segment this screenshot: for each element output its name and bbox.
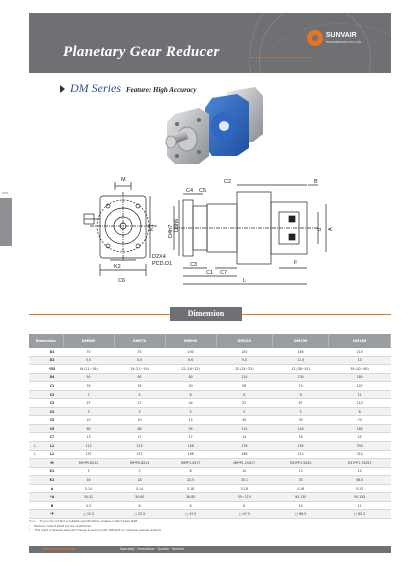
table-cell: 137 bbox=[114, 450, 165, 459]
table-cell: 35 bbox=[114, 382, 165, 391]
dimension-table bbox=[29, 334, 391, 519]
column-header: DM120 bbox=[216, 334, 272, 348]
triangle-bullet-icon bbox=[60, 85, 65, 93]
table-cell: 3 bbox=[114, 467, 165, 476]
table-cell: 50 bbox=[165, 382, 216, 391]
footer-band bbox=[29, 546, 391, 553]
brand-logo bbox=[307, 30, 361, 46]
table-cell: 3 bbox=[114, 407, 165, 416]
note-line bbox=[29, 528, 161, 533]
table-cell: 6 bbox=[329, 407, 391, 416]
logo-subtitle: TRANSMISSION CO.,LTD bbox=[325, 40, 361, 44]
table-cell: 330 bbox=[329, 442, 391, 451]
table-cell: 36-80 bbox=[165, 493, 216, 502]
table-cell-group bbox=[29, 459, 41, 468]
column-header: DM060 bbox=[63, 334, 114, 348]
table-cell: 70 bbox=[329, 416, 391, 425]
table-cell: 27 bbox=[63, 399, 114, 408]
note-mark: Note bbox=[29, 519, 36, 523]
table-cell: 13 bbox=[63, 433, 114, 442]
table-cell-symbol: M bbox=[41, 459, 63, 468]
table-cell: 180 bbox=[329, 373, 391, 382]
table-cell: 17 bbox=[165, 433, 216, 442]
table-cell: 137 bbox=[63, 450, 114, 459]
table-cell: 4.5 bbox=[63, 501, 114, 510]
table-cell: 5.14 bbox=[63, 484, 114, 493]
table-cell-symbol: C6 bbox=[41, 424, 63, 433]
table-cell-symbol: K1 bbox=[41, 467, 63, 476]
table-cell: 110 bbox=[216, 373, 272, 382]
table-cell: 55 (42~60) bbox=[329, 365, 391, 374]
table-cell: 114 bbox=[216, 424, 272, 433]
label-c5: C5 bbox=[199, 188, 207, 194]
table-body bbox=[29, 348, 391, 518]
label-c7: C7 bbox=[220, 270, 228, 276]
table-cell: 5 bbox=[272, 407, 328, 416]
table-cell-group bbox=[29, 356, 41, 365]
table-cell: M10*P1.5X20 bbox=[272, 459, 328, 468]
page-title: Planetary Gear Reducer bbox=[63, 44, 220, 60]
label-a: A bbox=[328, 227, 334, 231]
table-cell: M8*P1.25X17 bbox=[216, 459, 272, 468]
table-cell: 14 bbox=[329, 467, 391, 476]
title-dotted-rule bbox=[251, 57, 311, 58]
table-row bbox=[29, 484, 391, 493]
table-cell: 5.26 bbox=[272, 484, 328, 493]
table-cell-group bbox=[29, 407, 41, 416]
table-cell: 60 bbox=[63, 424, 114, 433]
table-cell: 35 bbox=[272, 416, 328, 425]
table-row bbox=[29, 382, 391, 391]
table-cell: 22.5 bbox=[165, 476, 216, 485]
table-cell: 5.5 bbox=[114, 356, 165, 365]
table-row bbox=[29, 459, 391, 468]
table-cell: 100 bbox=[165, 348, 216, 356]
table-cell: 70 bbox=[63, 348, 114, 356]
table-cell: 3 bbox=[63, 467, 114, 476]
table-cell: 165 bbox=[272, 348, 328, 356]
column-header: DM090 bbox=[165, 334, 216, 348]
table-cell: □ 47.5 bbox=[216, 510, 272, 519]
table-cell: 9 bbox=[216, 390, 272, 399]
footer-slogan: Specialty · Innovation · Quality · Service bbox=[120, 547, 184, 551]
label-c3: C3 bbox=[190, 262, 198, 268]
table-row bbox=[29, 365, 391, 374]
note-mark: * bbox=[29, 528, 31, 532]
table-cell-group bbox=[29, 373, 41, 382]
table-cell: 17 bbox=[114, 433, 165, 442]
table-row bbox=[29, 407, 391, 416]
table-cell: 95-130 bbox=[272, 493, 328, 502]
table-cell: 6 bbox=[165, 390, 216, 399]
table-row bbox=[29, 373, 391, 382]
label-k1: K1 bbox=[149, 224, 155, 231]
label-l: L bbox=[243, 278, 247, 284]
table-cell-group: L bbox=[29, 450, 41, 459]
table-cell: 42 (38~42) bbox=[272, 365, 328, 374]
table-cell: 67 bbox=[272, 399, 328, 408]
logo-name: SUNVAIR bbox=[325, 32, 357, 39]
table-cell-symbol: *D3 bbox=[41, 365, 63, 374]
table-cell-group bbox=[29, 476, 41, 485]
table-cell: 5 bbox=[114, 390, 165, 399]
table-cell-group bbox=[29, 348, 41, 356]
column-header: Dimension bbox=[29, 334, 63, 348]
table-cell: 35 bbox=[63, 382, 114, 391]
table-cell: 52 bbox=[216, 399, 272, 408]
table-cell: M5*P0.8X12 bbox=[114, 459, 165, 468]
table-cell: 158 bbox=[165, 442, 216, 451]
table-cell: 58.5 bbox=[329, 476, 391, 485]
table-row bbox=[29, 467, 391, 476]
dimension-drawing bbox=[78, 176, 343, 288]
table-cell: 74 bbox=[272, 382, 328, 391]
table-cell: 25 bbox=[329, 433, 391, 442]
table-cell-group bbox=[29, 484, 41, 493]
table-cell-group bbox=[29, 467, 41, 476]
table-cell: 10 bbox=[63, 416, 114, 425]
table-cell-group bbox=[29, 433, 41, 442]
label-f: F bbox=[294, 260, 298, 266]
table-cell: M5*P0.8X12 bbox=[63, 459, 114, 468]
table-cell: 80 bbox=[165, 373, 216, 382]
note-text: Reducer output shaft can be customized bbox=[34, 523, 92, 528]
note-mark: * bbox=[29, 523, 31, 528]
side-tab bbox=[0, 198, 12, 246]
table-row bbox=[29, 399, 391, 408]
table-cell: 6 bbox=[165, 501, 216, 510]
table-cell: 95 bbox=[165, 424, 216, 433]
table-cell-symbol: C7 bbox=[41, 433, 63, 442]
table-cell: M12*P1.75X21 bbox=[329, 459, 391, 468]
label-c4: C4 bbox=[186, 188, 194, 194]
dimension-heading: Dimension bbox=[170, 307, 242, 321]
table-cell: 35 bbox=[272, 476, 328, 485]
table-cell: 11 bbox=[329, 501, 391, 510]
table-row bbox=[29, 476, 391, 485]
label-c2: C2 bbox=[224, 179, 232, 185]
column-header: DM180 bbox=[329, 334, 391, 348]
table-cell: 13 bbox=[272, 467, 328, 476]
table-cell-symbol: L1 bbox=[41, 442, 63, 451]
table-cell: 19 (11~19) bbox=[114, 365, 165, 374]
table-cell: 6 bbox=[114, 501, 165, 510]
series-feature: Feature: High Accuracy bbox=[126, 86, 197, 94]
table-cell-symbol: C2 bbox=[41, 390, 63, 399]
table-cell: 11.5 bbox=[272, 356, 328, 365]
table-cell: 5.18 bbox=[165, 484, 216, 493]
table-cell-symbol: D2 bbox=[41, 356, 63, 365]
table-cell-group bbox=[29, 416, 41, 425]
table-cell: 16 (11~16) bbox=[63, 365, 114, 374]
table-cell: 9 bbox=[272, 390, 328, 399]
table-cell-symbol: C3 bbox=[41, 399, 63, 408]
table-cell: 195 bbox=[272, 442, 328, 451]
table-cell-symbol: d bbox=[41, 484, 63, 493]
table-cell: 6.6 bbox=[165, 356, 216, 365]
table-cell: 176 bbox=[216, 442, 272, 451]
column-header: DM070 bbox=[114, 334, 165, 348]
table-row bbox=[29, 348, 391, 356]
table-cell: □ 22.5 bbox=[114, 510, 165, 519]
label-d2x4: D2X4 bbox=[152, 254, 166, 260]
table-header-row bbox=[29, 334, 391, 348]
label-d4h7: D4h7 bbox=[168, 224, 174, 238]
table-cell: 215 bbox=[329, 348, 391, 356]
table-row bbox=[29, 450, 391, 459]
table-cell: 140 bbox=[272, 424, 328, 433]
table-cell: 75 bbox=[114, 348, 165, 356]
table-cell: 30-52 bbox=[63, 493, 114, 502]
table-cell: □ 82.5 bbox=[329, 510, 391, 519]
table-cell-group bbox=[29, 510, 41, 519]
table-cell: 314 bbox=[329, 450, 391, 459]
header-band bbox=[29, 13, 391, 73]
table-cell: 5.5 bbox=[63, 356, 114, 365]
table-cell: □ 22.5 bbox=[63, 510, 114, 519]
table-cell-group bbox=[29, 493, 41, 502]
table-cell-group bbox=[29, 501, 41, 510]
table-cell: 130 bbox=[272, 373, 328, 382]
table-cell: 27 bbox=[114, 399, 165, 408]
table-row bbox=[29, 390, 391, 399]
table-cell: 212 bbox=[272, 450, 328, 459]
table-cell: □ 47.5 bbox=[165, 510, 216, 519]
table-cell: 3 bbox=[63, 407, 114, 416]
table-cell-group bbox=[29, 390, 41, 399]
table-cell: 198 bbox=[216, 450, 272, 459]
table-cell-symbol: K2 bbox=[41, 476, 63, 485]
table-cell: 9.0 bbox=[216, 356, 272, 365]
table-cell: 22 (16~22) bbox=[165, 365, 216, 374]
table-cell: 7 bbox=[63, 390, 114, 399]
table-cell: 5.14 bbox=[114, 484, 165, 493]
table-cell: 15 bbox=[165, 416, 216, 425]
table-cell: 5.18 bbox=[216, 484, 272, 493]
table-cell: 107 bbox=[329, 382, 391, 391]
table-cell: 130 bbox=[216, 348, 272, 356]
series-name: DM Series bbox=[70, 81, 121, 95]
label-d3h6: D3h6 bbox=[174, 218, 180, 232]
website-link[interactable]: www.sunvair.tw bbox=[43, 547, 76, 551]
table-cell-group: L bbox=[29, 442, 41, 451]
table-cell: 14 bbox=[216, 433, 272, 442]
table-cell: 95-155 bbox=[329, 493, 391, 502]
table-cell: M6*P1.0X17 bbox=[165, 459, 216, 468]
table-cell-group bbox=[29, 365, 41, 374]
table-row bbox=[29, 510, 391, 519]
table-cell: 40 bbox=[216, 416, 272, 425]
table-cell-symbol: L2 bbox=[41, 450, 63, 459]
table-cell: 60 bbox=[114, 373, 165, 382]
table-cell: 68 bbox=[114, 424, 165, 433]
table-cell-group bbox=[29, 424, 41, 433]
column-header: DM150 bbox=[272, 334, 328, 348]
label-d: d bbox=[317, 227, 323, 231]
note-text: If you can not find a suitable specifications, please contact sales staff bbox=[39, 519, 138, 523]
table-cell: 115 bbox=[114, 442, 165, 451]
page-number: 026 bbox=[2, 191, 8, 195]
table-cell-symbol: D1 bbox=[41, 348, 63, 356]
gear-reducer-image bbox=[157, 84, 267, 174]
table-cell-symbol: *A bbox=[41, 493, 63, 502]
label-m: M bbox=[121, 177, 126, 183]
table-cell: 58 bbox=[216, 382, 272, 391]
table-cell: 50 bbox=[63, 373, 114, 382]
table-cell: 5.33 bbox=[329, 484, 391, 493]
table-cell-group bbox=[29, 382, 41, 391]
table-cell: 18 bbox=[114, 476, 165, 485]
table-cell: 32 (24~32) bbox=[216, 365, 272, 374]
table-row bbox=[29, 442, 391, 451]
logo-icon bbox=[307, 30, 323, 46]
table-cell: 10 bbox=[216, 467, 272, 476]
table-cell: 35.1 bbox=[216, 476, 272, 485]
table-row bbox=[29, 424, 391, 433]
table-cell: 110 bbox=[329, 399, 391, 408]
table-cell: 5 bbox=[165, 407, 216, 416]
table-row bbox=[29, 433, 391, 442]
table-row bbox=[29, 501, 391, 510]
table-cell: 16 bbox=[63, 476, 114, 485]
table-cell-symbol: *F bbox=[41, 510, 63, 519]
table-cell-symbol: B bbox=[41, 501, 63, 510]
table-cell: 196 bbox=[165, 450, 216, 459]
table-cell: 10 bbox=[272, 501, 328, 510]
table-cell-symbol: C1 bbox=[41, 382, 63, 391]
note-text: This mark is Special sizes will change & servo motor different or customer special ordered bbox=[34, 528, 161, 532]
table-cell: 18 bbox=[272, 433, 328, 442]
label-c1: C1 bbox=[206, 270, 214, 276]
table-cell: 180 bbox=[329, 424, 391, 433]
label-c6: C6 bbox=[118, 278, 126, 284]
label-b: B bbox=[314, 179, 318, 185]
table-cell: 5 bbox=[216, 407, 272, 416]
table-cell-group bbox=[29, 399, 41, 408]
table-cell: 10 bbox=[114, 416, 165, 425]
table-row bbox=[29, 493, 391, 502]
table-cell: 55~110 bbox=[216, 493, 272, 502]
table-cell-symbol: C4 bbox=[41, 407, 63, 416]
table-cell: 30-60 bbox=[114, 493, 165, 502]
notes bbox=[29, 519, 161, 533]
label-k2: K2 bbox=[114, 264, 121, 270]
label-pcd: PCD.D1 bbox=[152, 261, 173, 267]
table-cell: 6 bbox=[165, 467, 216, 476]
table-cell-symbol: D4 bbox=[41, 373, 63, 382]
table-cell-symbol: C5 bbox=[41, 416, 63, 425]
table-row bbox=[29, 416, 391, 425]
table-cell: 13 bbox=[329, 356, 391, 365]
table-cell: 11 bbox=[329, 390, 391, 399]
table-cell: 113 bbox=[63, 442, 114, 451]
table-cell: 8 bbox=[216, 501, 272, 510]
table-row bbox=[29, 356, 391, 365]
table-cell: 44 bbox=[165, 399, 216, 408]
table-cell: □ 66.5 bbox=[272, 510, 328, 519]
